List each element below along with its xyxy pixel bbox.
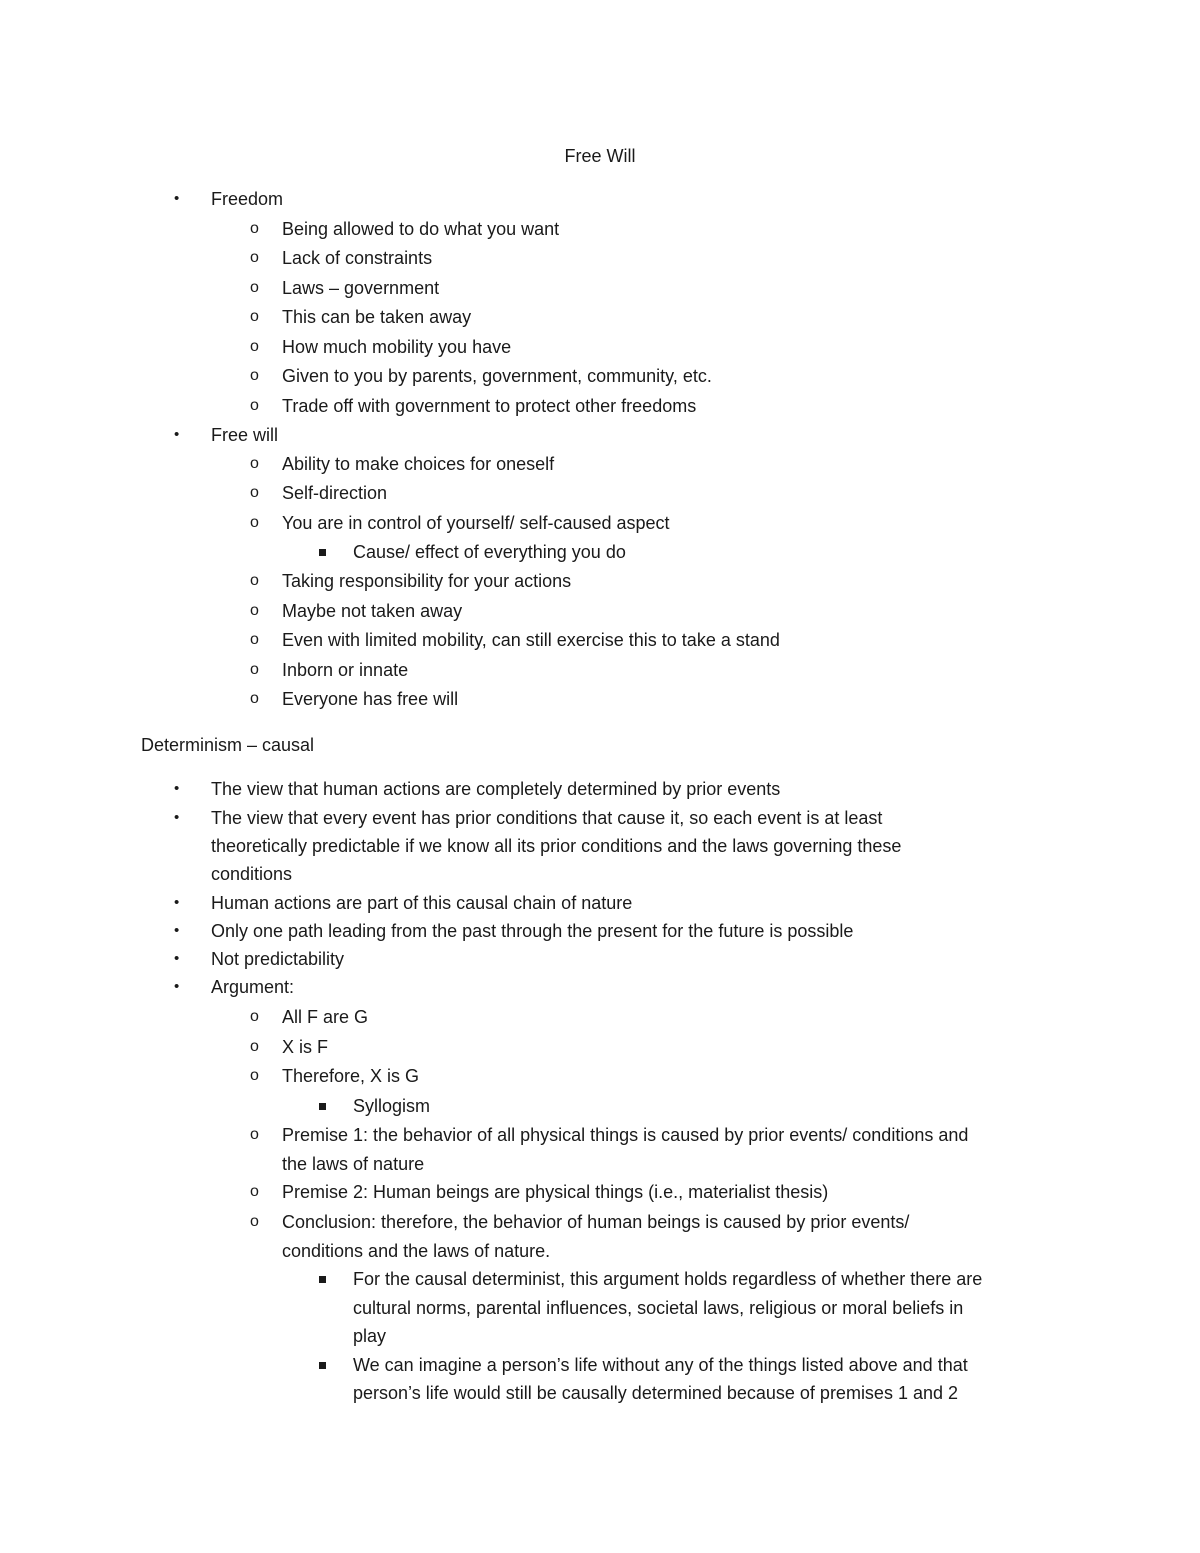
list-item: Premise 1: the behavior of all physical things is caused by prior events/ conditions and [282,1125,969,1145]
bullet-marker: • [174,190,180,207]
list-item: Syllogism [353,1096,431,1116]
bullet-marker: • [174,950,180,967]
sub-bullet-marker: o [250,308,259,325]
list-item: Taking responsibility for your actions [282,571,572,591]
sub-bullet-marker: o [250,249,259,266]
list-item: You are in control of yourself/ self-caused aspect [282,513,670,533]
sub-bullet-marker: o [250,1126,259,1143]
sub-bullet-marker: o [250,631,259,648]
sub-bullet-marker: o [250,1213,259,1230]
list-item: Trade off with government to protect other freedoms [282,396,697,416]
list-item: Human actions are part of this causal chain of nature [211,893,633,913]
list-item-continuation: conditions [211,864,293,884]
list-item-continuation: conditions and the laws of nature. [282,1241,551,1261]
list-item-continuation: cultural norms, parental influences, societal laws, religious or moral beliefs in [353,1298,964,1318]
sub-bullet-marker: o [250,1008,259,1025]
list-item: Argument: [211,977,295,997]
list-item: We can imagine a person’s life without any of the things listed above and that [353,1355,968,1375]
list-item-continuation: person’s life would still be causally determined because of premises 1 and 2 [353,1383,959,1403]
list-item: Given to you by parents, government, community, etc. [282,366,712,386]
sub-bullet-marker: o [250,1067,259,1084]
list-item: X is F [282,1037,329,1057]
sub-bullet-marker: o [250,690,259,707]
list-item: Lack of constraints [282,248,433,268]
list-item: The view that every event has prior conditions that cause it, so each event is at least [211,808,883,828]
page-title: Free Will [564,146,636,166]
bullet-marker: • [174,978,180,995]
sub-bullet-marker: o [250,1183,259,1200]
sub-bullet-marker: o [250,1038,259,1055]
list-item: Self-direction [282,483,388,503]
sub-bullet-marker: o [250,484,259,501]
freedom-heading: Freedom [211,189,284,209]
list-item: Even with limited mobility, can still exercise this to take a stand [282,630,780,650]
list-item: Only one path leading from the past through the present for the future is possible [211,921,854,941]
sub-bullet-marker: o [250,455,259,472]
bullet-marker: • [174,894,180,911]
sub-bullet-marker: o [250,338,259,355]
sub-bullet-marker: o [250,279,259,296]
list-item-continuation: play [353,1326,387,1346]
list-item: Being allowed to do what you want [282,219,560,239]
sub-bullet-marker: o [250,602,259,619]
list-item: How much mobility you have [282,337,512,357]
sub-bullet-marker: o [250,514,259,531]
list-item: Laws – government [282,278,440,298]
sub-bullet-marker: o [250,397,259,414]
bullet-marker: • [174,922,180,939]
list-item: Premise 2: Human beings are physical things (i.e., materialist thesis) [282,1182,829,1202]
square-bullet-marker [319,549,326,556]
list-item: Everyone has free will [282,689,459,709]
sub-bullet-marker: o [250,572,259,589]
list-item: Inborn or innate [282,660,409,680]
list-item: Maybe not taken away [282,601,463,621]
square-bullet-marker [319,1103,326,1110]
list-item: Not predictability [211,949,345,969]
bullet-marker: • [174,809,180,826]
list-item: Conclusion: therefore, the behavior of human beings is caused by prior events/ [282,1212,910,1232]
square-bullet-marker [319,1276,326,1283]
list-item: This can be taken away [282,307,472,327]
list-item: Therefore, X is G [282,1066,420,1086]
list-item: Ability to make choices for oneself [282,454,555,474]
sub-bullet-marker: o [250,661,259,678]
section-heading: Determinism – causal [141,735,315,755]
list-item: Cause/ effect of everything you do [353,542,626,562]
bullet-marker: • [174,780,180,797]
list-item: For the causal determinist, this argument holds regardless of whether there are [353,1269,983,1289]
bullet-marker: • [174,426,180,443]
sub-bullet-marker: o [250,220,259,237]
list-item: All F are G [282,1007,369,1027]
list-item-continuation: the laws of nature [282,1154,425,1174]
list-item-continuation: theoretically predictable if we know all its prior conditions and the laws governing these [211,836,902,856]
square-bullet-marker [319,1362,326,1369]
list-item: The view that human actions are completely determined by prior events [211,779,781,799]
free-will-heading: Free will [211,425,279,445]
sub-bullet-marker: o [250,367,259,384]
